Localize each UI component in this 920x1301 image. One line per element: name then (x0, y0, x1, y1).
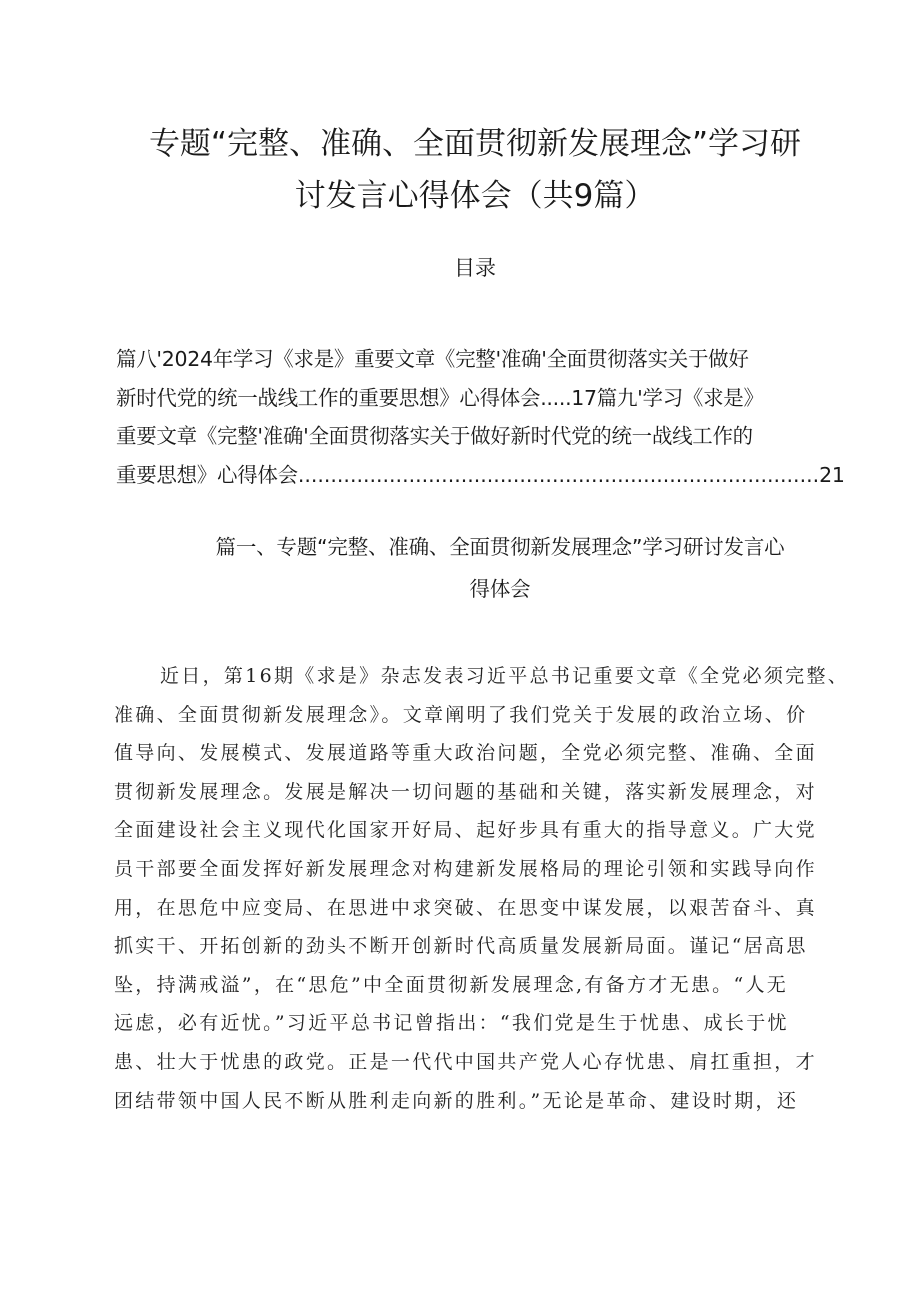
section-heading-line-2: 得体会 (469, 577, 531, 601)
document-title (100, 118, 850, 222)
body-line-12: 团结带领中国人民不断从胜利走向新的胜利。”无论是革命、建设时期，还 (114, 1089, 799, 1112)
body-line-3: 值导向、发展模式、发展道路等重大政治问题，全党必须完整、准确、全面 (114, 742, 817, 765)
title-line-1: 专题“完整、准确、全面贯彻新发展理念”学习研 (148, 126, 802, 162)
toc-line-2[interactable]: 新时代党的统一战线工作的重要思想》心得体会.....17篇九'学习《求是》 (116, 385, 764, 410)
body-line-1: 近日，第16期《求是》杂志发表习近平总书记重要文章《全党必须完整、 (160, 665, 850, 687)
toc-entry-title: 重要思想》心得体会 (116, 462, 298, 487)
section-heading (150, 526, 850, 610)
toc-page-number: 21 (819, 462, 845, 487)
toc-line-1[interactable]: 篇八'2024年学习《求是》重要文章《完整'准确'全面贯彻落实关于做好 (116, 347, 749, 371)
body-line-10: 远虑，必有近忧。”习近平总书记曾指出：“我们党是生于忧患、成长于忧 (114, 1012, 789, 1035)
body-line-2: 准确、全面贯彻新发展理念》。文章阐明了我们党关于发展的政治立场、价 (114, 703, 808, 726)
toc-heading: 目录 (454, 256, 496, 280)
body-line-7: 用，在思危中应变局、在思进中求突破、在思变中谋发展，以艰苦奋斗、真 (114, 896, 817, 919)
title-line-2: 讨发言心得体会（共9篇） (294, 178, 656, 214)
body-line-6: 员干部要全面发挥好新发展理念对构建新发展格局的理论引领和实践导向作 (114, 857, 817, 880)
table-of-contents (116, 340, 845, 494)
body-line-4: 贯彻新发展理念。发展是解决一切问题的基础和关键，落实新发展理念，对 (114, 780, 817, 803)
body-paragraph (114, 657, 850, 1120)
body-line-8: 抓实干、开拓创新的劲头不断开创新时代高质量发展新局面。谨记“居高思 (114, 935, 808, 958)
body-line-9: 坠，持满戒溢”，在“思危”中全面贯彻新发展理念,有备方才无患。“人无 (114, 973, 789, 996)
toc-line-3[interactable]: 重要文章《完整'准确'全面贯彻落实关于做好新时代党的统一战线工作的 (116, 424, 753, 448)
body-line-11: 患、壮大于忧患的政党。正是一代代中国共产党人心存忧患、肩扛重担，才 (114, 1050, 817, 1073)
section-heading-line-1: 篇一、专题“完整、准确、全面贯彻新发展理念”学习研讨发言心 (215, 535, 785, 559)
toc-dot-leader: ................................................................................ (297, 462, 820, 487)
toc-line-4[interactable] (116, 456, 845, 495)
body-line-5: 全面建设社会主义现代化国家开好局、起好步具有重大的指导意义。广大党 (114, 819, 817, 842)
